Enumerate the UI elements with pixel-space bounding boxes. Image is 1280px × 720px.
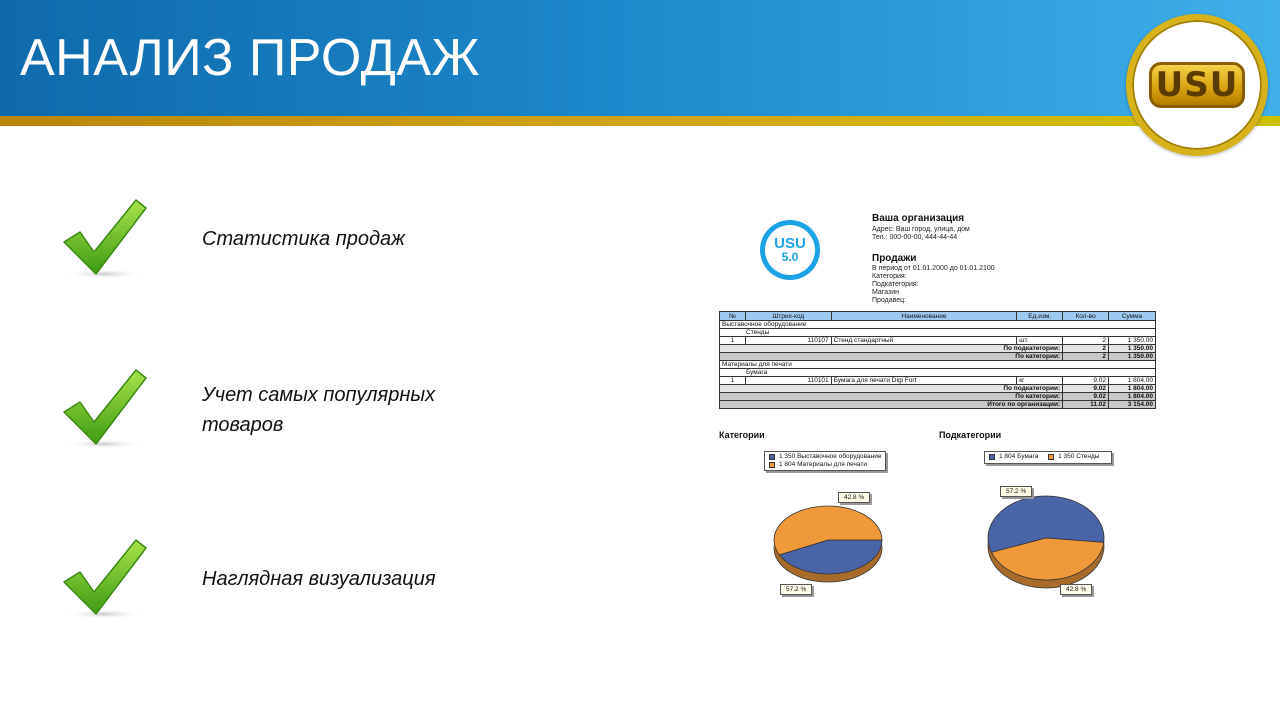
table-row: 1 110107 Стенд стандартный шт. 2 1 350.00: [720, 337, 1156, 345]
legend-entry: 1 350 Стенды: [1058, 453, 1100, 460]
org-address: Адрес: Ваш город, улица, дом: [872, 226, 970, 233]
column-header: Сумма: [1109, 312, 1156, 321]
checkmark-icon: [58, 366, 154, 456]
table-header-row: [720, 312, 1156, 321]
subcategory-row: Стенды: [720, 329, 1156, 337]
report-title: Продажи: [872, 253, 917, 264]
filter-category: Категория:: [872, 273, 907, 280]
report-logo-version: 5.0: [781, 250, 799, 264]
sales-table: [719, 311, 1156, 409]
legend-entry: 1 350 Выставочное оборудование: [779, 453, 882, 460]
legend-entry: 1 804 Материалы для печати: [779, 461, 867, 468]
category-row: Материалы для печати: [720, 361, 1156, 369]
column-header: Наименование: [831, 312, 1017, 321]
title-banner: [0, 0, 1280, 116]
column-header: №: [720, 312, 746, 321]
feature-item-popular-goods: [0, 366, 520, 466]
subcategory-row: Бумага: [720, 369, 1156, 377]
report-logo: [760, 220, 820, 280]
report-logo-text: USU: [774, 235, 806, 252]
sales-report-preview: [716, 208, 1160, 608]
pie-percent-label: 57.2 %: [1000, 486, 1032, 497]
org-phone: Тел.: 000-00-00, 444-44-44: [872, 234, 958, 241]
page-title: АНАЛИЗ ПРОДАЖ: [20, 29, 481, 87]
column-header: Кол-во: [1063, 312, 1109, 321]
legend-swatch-orange: [769, 462, 775, 468]
feature-label: Учет самых популярных товаров: [202, 384, 436, 436]
legend-swatch-blue: [769, 454, 775, 460]
checkmark-icon: [58, 536, 154, 626]
category-total-row: По категории: 2 1 350.00: [720, 353, 1156, 361]
report-period: В период от 01.01.2000 до 01.01.2100: [872, 265, 995, 272]
category-total-row: По категории: 9.02 1 804.00: [720, 393, 1156, 401]
pie-chart-title: Подкатегории: [939, 430, 1002, 440]
feature-label: Наглядная визуализация: [202, 568, 436, 590]
legend-entry: 1 804 Бумага: [999, 453, 1039, 460]
legend-swatch-orange: [1048, 454, 1054, 460]
pie-percent-label: 42.8 %: [1060, 584, 1092, 595]
table-row: 1 110101 Бумага для печати Digi Fort кг 9.02 1 804.00: [720, 377, 1156, 385]
gold-divider-stripe: [0, 116, 1280, 126]
pie-chart-legend: [984, 451, 1112, 464]
feature-label: Статистика продаж: [202, 228, 405, 250]
pie-chart-title: Категории: [719, 430, 765, 440]
organization-total-row: Итого по организации: 11.02 3 154.00: [720, 401, 1156, 409]
feature-item-sales-statistics: [0, 196, 520, 296]
legend-swatch-blue: [989, 454, 995, 460]
pie-percent-label: 57.2 %: [780, 584, 812, 595]
subcategory-total-row: По подкатегории: 9.02 1 804.00: [720, 385, 1156, 393]
usu-logo: [1126, 14, 1268, 156]
pie-chart-categories: [766, 498, 890, 592]
filter-seller: Продавец:: [872, 297, 907, 304]
column-header: Ед.изм.: [1017, 312, 1063, 321]
pie-chart-legend: [764, 451, 886, 471]
checkmark-icon: [58, 196, 154, 286]
column-header: Штрих-код: [745, 312, 831, 321]
usu-logo-badge: [1149, 62, 1245, 108]
subcategory-total-row: По подкатегории: 2 1 350.00: [720, 345, 1156, 353]
category-row: Выставочное оборудование: [720, 321, 1156, 329]
pie-chart-subcategories: [980, 488, 1110, 592]
pie-percent-label: 42.8 %: [838, 492, 870, 503]
feature-item-visualization: [0, 536, 520, 636]
org-name: Ваша организация: [872, 213, 965, 224]
filter-store: Магазин: [872, 289, 900, 296]
usu-logo-text: USU: [1155, 65, 1239, 105]
filter-subcategory: Подкатегория:: [872, 281, 919, 288]
